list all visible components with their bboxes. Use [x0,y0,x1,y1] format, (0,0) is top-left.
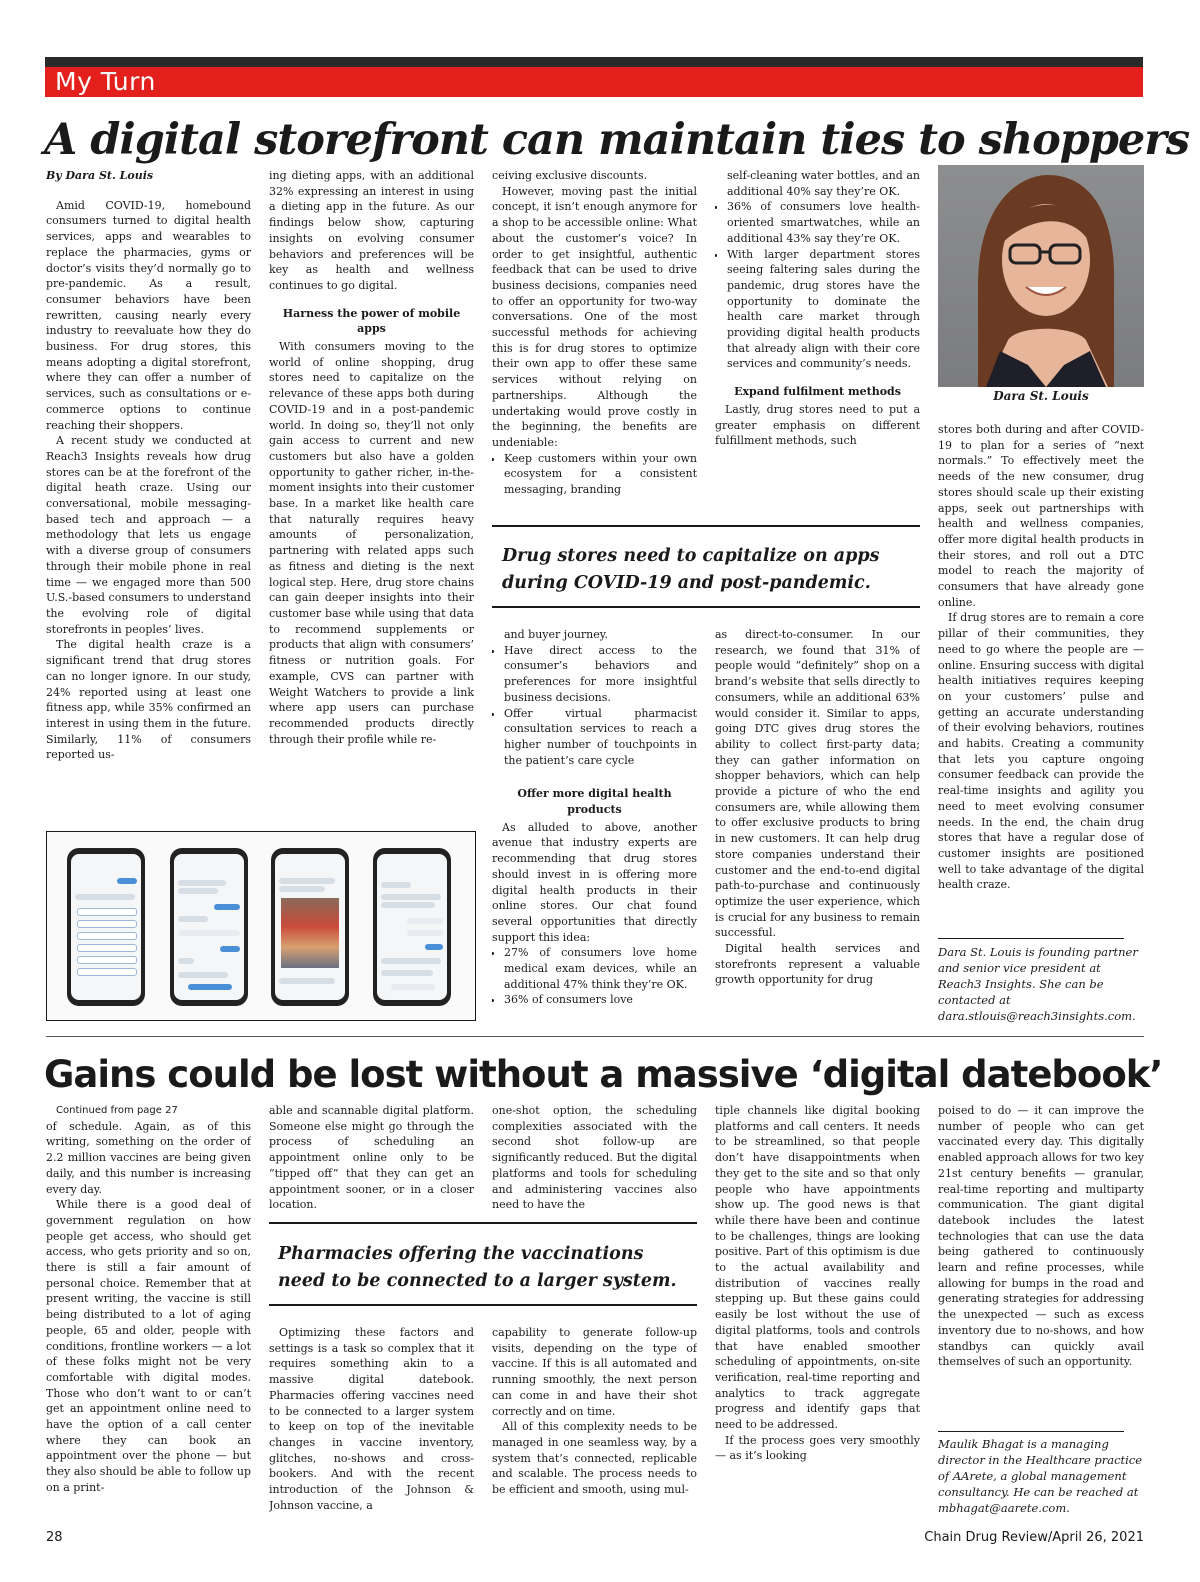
paragraph: stores both during and after COVID-19 to plan for a series of “next normals.” To effectively meet the needs of the new consumer, drug stores should scale up their existing apps, seek out partnerships with health and wellness companies, offer more digital health products in their stores, and roll out a DTC model to reach the majority of consumers that have already gone online. [938,423,1144,609]
article2-col1 [46,1103,251,1521]
paragraph: ing dieting apps, with an additional 32% expressing an interest in using a dieting app in the future. As our findings below show, capturing insights on evolving consumer behaviors and preferences will be key as health and wellness continues to go digital. [269,169,474,292]
paragraph: While there is a good deal of government regulation on how people get access, who should get access, who gets priority and so on, there is still a fair amount of personal choice. Remember that at present writing, the vaccine is still being distributed to a lot of aging people, 65 and older, people with conditions, frontline workers — a lot of these folks might not be very comfortable with digital modes. Those who don’t want to or can’t get an appointment online need to have the option of a call center where they can book an appointment over the phone — but they also should be able to follow up on a print- [46,1198,251,1494]
paragraph: A recent study we conducted at Reach3 Insights reveals how drug stores can be at the forefront of the digital heath craze. Using our conversational, mobile messaging-based tech and approach — a methodology that lets us engage with a diverse group of consumers through their mobile phone in real time — we engaged more than 500 U.S.-based consumers to understand the evolving role of digital storefronts in peoples’ lives. [46,434,251,636]
article1-col2 [269,168,474,820]
article2-col3-bottom [492,1325,697,1521]
article-divider [46,1036,1144,1037]
list-item: • Have direct access to the consumer’s behaviors and preferences for more insightful business decisions. [504,643,697,706]
subhead-fulfilment: Expand fulfilment methods [734,385,901,399]
paragraph: able and scannable digital platform. Someone else might go through the process of scheduling an appointment online only to be “tipped off” that they can get an appointment sooner, or in a closer location. [269,1104,474,1212]
list-item: • Offer virtual pharmacist consultation services to reach a higher number of touchpoints in the patient’s care cycle [504,706,697,769]
list-item: • 36% of consumers love health-oriented smartwatches, while an additional 43% say they’re OK. [727,199,920,246]
article2-col4 [715,1103,920,1521]
paragraph: As alluded to above, another avenue that industry experts are recommending that drug stores should invest in is offering more digital health products in their online stores. Our chat found several opportunities that directly support this idea: [492,820,697,944]
app-screenshots-figure [46,831,476,1021]
phone-screenshot-icon [271,848,349,1006]
article1-headline: A digital storefront can maintain ties to shoppers [44,115,1190,165]
paragraph: Digital health services and storefronts represent a valuable growth opportunity for drug [715,942,920,987]
article1-col3-bottom [492,627,697,1027]
list-item: • 36% of consumers love [504,992,697,1008]
section-band [45,57,1143,97]
pullquote-rule-top [269,1222,697,1224]
bullet-list [492,945,697,1008]
article1-col3-top [492,168,697,520]
paragraph: of schedule. Again, as of this writing, something on the order of 2.2 million vaccines are being given daily, and this number is increasing every day. [46,1119,251,1196]
pullquote-rule-bottom [269,1304,697,1306]
paragraph: However, moving past the initial concept, it isn’t enough anymore for a shop to be accessible online: What about the customer’s voice? In order to get insightful, authentic feedback that can be used to drive business decisions, companies need to offer an opportunity for two-way conversations. One of the most successful methods for achieving this is for drug stores to optimize their own app to offer these same services without relying on partnerships. Although the undertaking would prove costly in the beginning, the benefits are undeniable: [492,184,697,449]
pullquote-1: Drug stores need to capitalize on apps during COVID-19 and post-pandemic. [502,546,880,593]
subhead-offer-products: Offer more digital health products [517,787,672,817]
paragraph: Lastly, drug stores need to put a greater emphasis on different fulfillment methods, such [715,402,920,448]
bio-rule [938,938,1124,939]
pullquote-rule-top [492,525,920,527]
paragraph: and buyer journey. [504,628,609,641]
author-bio-2: Maulik Bhagat is a managing director in the Healthcare practice of AArete, a global management consultancy. He can be reached at mbhagat@aarete.com. [938,1437,1143,1515]
paragraph: Optimizing these factors and settings is a task so complex that it requires something akin to a massive digital datebook. Pharmacies offering vaccines need to be connected to a larger system to keep on top of the inevitable changes in vaccine inventory, glitches, no-shows and cross-bookers. And with the recent introduction of the Johnson & Johnson vaccine, a [269,1326,474,1512]
continued-note: Continued from page 27 [56,1105,178,1116]
author-bio-1: Dara St. Louis is founding partner and senior vice president at Reach3 Insights. She can be contacted at dara.stlouis@reach3insights.com. [938,945,1138,1023]
paragraph: capability to generate follow-up visits, depending on the type of vaccine. If this is all automated and running smoothly, the next person can come in and have their shot correctly and on time. [492,1326,697,1418]
paragraph: If the process goes very smoothly — as it’s looking [715,1433,920,1463]
bio-rule [938,1431,1124,1432]
article1-col1 [46,168,251,820]
paragraph: All of this complexity needs to be managed in one seamless way, by a system that’s connected, replicable and scalable. The process needs to be efficient and smooth, using mul- [492,1420,697,1497]
pullquote-2: Pharmacies offering the vaccinations need to be connected to a larger system. [278,1244,677,1291]
article2-col2-top [269,1103,474,1213]
paragraph: Amid COVID-19, homebound consumers turned to digital health services, apps and wearables to replace the pharmacies, gyms or doctor’s visits they’d normally go to pre-pandemic. As a result, consumer behaviors have been rewritten, causing nearly every industry to reevaluate how they do business. For drug stores, this means adopting a digital storefront, where they can offer a number of services, such as consultations or e-commerce options to continue reaching their shoppers. [46,198,251,432]
article1-col4-top [715,168,920,520]
pullquote-rule-bottom [492,606,920,608]
publication-dateline: Chain Drug Review/April 26, 2021 [924,1530,1144,1545]
paragraph: The digital health craze is a significant trend that drug stores can no longer ignore. In our study, 24% reported using at least one fitness app, while 35% confirmed an interest in using them in the future. Similarly, 11% of consumers reported us- [46,638,251,762]
paragraph: self-cleaning water bottles, and an additional 40% say they’re OK. [727,169,920,198]
byline: By Dara St. Louis [46,169,154,182]
paragraph: tiple channels like digital booking platforms and call centers. It needs to be streamlined, so that people don’t have disappointments when they get to the site and so that only people who have appointments show up. The good news is that while there have been and continue to be challenges, things are looking positive. Part of this optimism is due to the actual availability and distribution of vaccines really stepping up. But these gains could easily be lost without the use of digital platforms, tools and controls that have enabled smoother scheduling of appointments, on-site verification, real-time reporting and analytics to track aggregate progress and identify gaps that need to be addressed. [715,1104,920,1432]
article2-headline: Gains could be lost without a massive ‘digital datebook’ [44,1053,1163,1096]
list-item: • Keep customers within your own ecosystem for a consistent messaging, branding [504,451,697,498]
photo-caption: Dara St. Louis [993,389,1089,403]
portrait-photo-icon [938,165,1144,387]
article2-col3-top [492,1103,697,1213]
article2-col2-bottom [269,1325,474,1521]
paragraph: ceiving exclusive discounts. [492,169,648,182]
paragraph: poised to do — it can improve the number of people who can get vaccinated every day. This digitally enabled approach allows for two key 21st century benefits — granular, real-time reporting and multiparty communication. The giant digital datebook includes the latest technologies that can use the data being gathered to continuously learn and refine processes, while allowing for bumps in the road and generating strategies for addressing the unexpected — such as excess inventory due to no-shows, and how standbys can quickly avail themselves of such an opportunity. [938,1104,1144,1369]
article1-col4-bottom [715,627,920,1027]
paragraph: as direct-to-consumer. In our research, we found that 31% of people would “definitely” shop on a brand’s website that sells directly to consumers, while an additional 63% would consider it. Similar to apps, going DTC gives drug stores the ability to collect first-party data; they can gather information on shopper behaviors, which can help provide a picture of who the end consumers are, while allowing them to offer exclusive products to bring in new customers. It can help drug store companies understand their customer and the end-to-end digital path-to-purchase and continuously optimize the user experience, which is crucial for any business to remain successful. [715,628,920,940]
subhead-mobile-apps: Harness the power of mobile apps [282,306,461,336]
paragraph: With consumers moving to the world of online shopping, drug stores need to capitalize on the relevance of these apps both during COVID-19 and in a post-pandemic world. In doing so, they’ll not only gain access to current and new customers but also have a golden opportunity to gather richer, in-the-moment insights into their customer base. In a market like health care that naturally requires heavy amounts of personalization, partnering with related apps such as fitness and dieting is the next logical step. Here, drug store chains can gain deeper insights into their customer base while using that data to recommend supplements or products that align with consumers’ fitness or nutrition goals. For example, CVS can partner with Weight Watchers to provide a link where app users can purchase recommended products directly through their profile while re- [269,340,474,746]
article2-col5 [938,1103,1144,1425]
paragraph: one-shot option, the scheduling complexities associated with the second shot follow-up are significantly reduced. But the digital platforms and tools for scheduling and administering vaccines also need to have the [492,1104,697,1212]
page-number: 28 [46,1530,63,1545]
bullet-list [492,451,697,498]
bullet-list [492,643,697,769]
list-item: • With larger department stores seeing faltering sales during the pandemic, drug stores have the opportunity to dominate the health care market through providing digital health products that already align with their core services and community’s needs. [727,247,920,373]
phone-screenshot-icon [67,848,145,1006]
list-item: • 27% of consumers love home medical exam devices, while an additional 47% think they’re OK. [504,945,697,992]
section-label: My Turn [55,67,156,96]
paragraph: If drug stores are to remain a core pillar of their communities, they need to go where the people are — online. Ensuring success with digital health initiatives requires keeping on your customers’ pulse and getting an accurate understanding of their evolving behaviors, routines and habits. Creating a community that lets you capture ongoing consumer feedback can provide the real-time insights and agility you need to meet evolving consumer needs. In the end, the chain drug stores that have a regular dose of customer insights are positioned well to take advantage of the digital health craze. [938,611,1144,892]
phone-screenshot-icon [373,848,451,1006]
article1-col5 [938,422,1144,934]
phone-screenshot-icon [170,848,248,1006]
bullet-list [715,199,920,372]
